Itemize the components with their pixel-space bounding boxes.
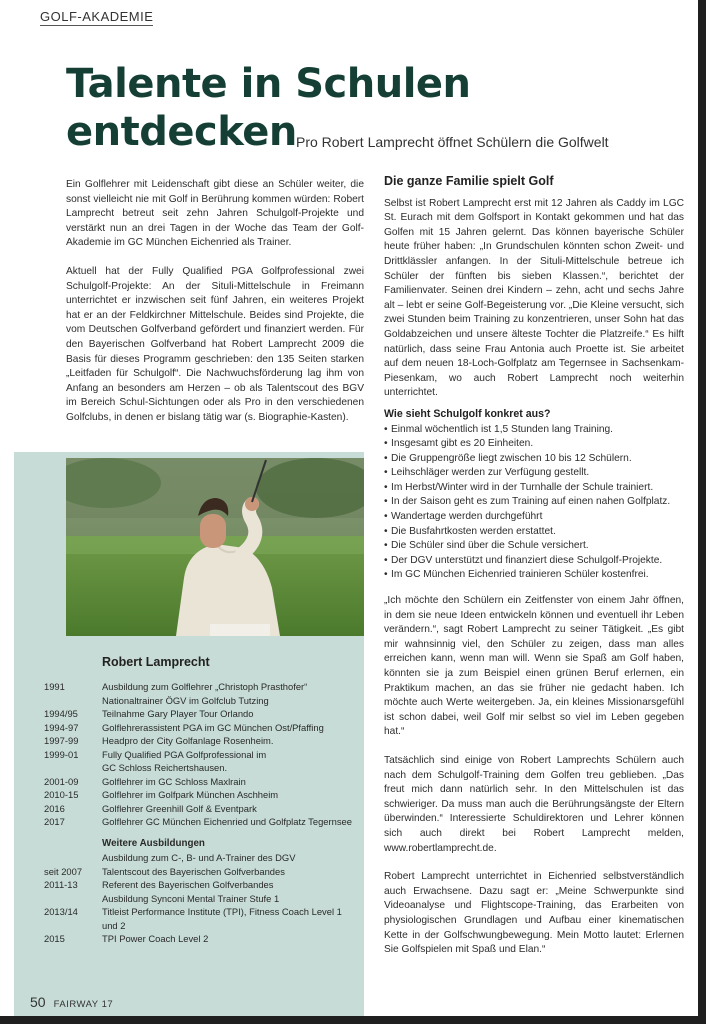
list-item: • Einmal wöchentlich ist 1,5 Stunden lang Training. [384,423,684,438]
golfer-photo-illustration [66,458,364,636]
schoolgolf-list [384,423,684,584]
list-item: • In der Saison geht es zum Training auf einen nahen Golfplatz. [384,495,684,510]
bio-text: Golflehrer Greenhill Golf & Eventpark [102,802,257,814]
bio-entry [44,878,364,892]
bio-text: und 2 [102,919,126,931]
list-item: • Die Schüler sind über die Schule versichert. [384,539,684,554]
title-line-2: entdecken [66,109,297,155]
students-paragraph: Tatsächlich sind einige von Robert Lamprechts Schülern auch nach dem Schulgolf-Training dem Golfen treu geblieben. „Das freut mich dann natürlich sehr. In den Mittelschulen ist das schwieriger. Da muss man auch die Berührungsängste der Eltern überwinden.“ Interessierte Schuldirektoren und Lehrer können sich auch direkt bei Robert Lamprecht melden, www.robertlamprecht.de. [384,754,684,854]
bio-text: Nationaltrainer ÖGV im Golfclub Tutzing [102,694,269,706]
list-item: • Leihschläger werden zur Verfügung gestellt. [384,466,684,481]
bio-text: Talentscout des Bayerischen Golfverbandes [102,865,285,877]
bio-entry [44,802,364,816]
list-item: • Insgesamt gibt es 20 Einheiten. [384,437,684,452]
bio-text: Teilnahme Gary Player Tour Orlando [102,708,254,719]
bio-text: Golflehrer GC München Eichenried und Golfplatz Tegernsee [102,816,352,827]
bio-entry [44,815,364,829]
schoolgolf-heading: Wie sieht Schulgolf konkret aus? [384,407,551,420]
right-column [384,174,684,958]
bio-year [44,694,102,708]
bio-entry [44,865,364,879]
bio-year: 1997-99 [44,735,79,746]
bio-entry [44,694,364,708]
bio-year: 2017 [44,816,65,827]
bio-entry [44,680,364,694]
bio-entry [44,851,364,865]
bio-title: Robert Lamprecht [102,655,210,669]
bio-year: 2013/14 [44,906,78,917]
bio-entry [44,734,364,748]
bio-entry [44,761,364,775]
bio-text: Ausbildung zum Golflehrer „Christoph Prasthofer“ [102,681,308,692]
bio-entry [44,788,364,802]
list-item: • Wandertage werden durchgeführt [384,510,684,525]
projects-paragraph: Aktuell hat der Fully Qualified PGA Golfprofessional zwei Schulgolf-Projekte: An der Situli-Mittelschule in Freimann unterrichtet er inzwischen seit fünf Jahren, ein weiteres Projekt hat er an der Feldkirchner Mittelschule. Beides sind Projekte, die vom Deutschen Golfverband gefördert und finanziert werden. Für den Bayerischen Golfverband hat Robert Lamprecht 2009 die Basis für dieses Programm geschrieben: den 135 Seiten starken „Leitfaden für Schulgolf“. Die Nachwuchsförderung lag ihm von Anfang an besonders am Herzen – ob als Talentscout des BGV im Bereich Schul-Sichtungen oder als Pro in den verschiedenen Golfclubs, in denen er bislang tätig war (s. Biographie-Kasten). [66,265,364,423]
quote-paragraph: „Ich möchte den Schülern ein Zeitfenster von einem Jahr öffnen, in dem sie neue Ideen entwickeln können und eventuell ihr Leben verändern.“, sagt Robert Lamprecht zu seiner Tätigkeit. „Es gibt mir wahnsinnig viel, den Schüler zu zeigen, dass man alles erreichen kann, wenn man will. Wenn sie Spaß am Golf haben, könnten sie ja zum Beispiel einen grünen Beruf erlernen, ein Praktikum machen, an das sie früher nie gedacht haben. Ich möchte auch Werte weitergeben. Ja, ein kleines Missionarsgefühl ist schon dabei, weil Golf mir selbst so viel im Leben gegeben hat.“ [384,595,684,738]
bio-entry [44,905,364,919]
bio-text: Referent des Bayerischen Golfverbandes [102,879,274,890]
bio-text: Ausbildung zum C-, B- und A-Trainer des DGV [102,852,296,863]
bio-year: 1994/95 [44,708,78,719]
bio-list [44,680,364,946]
bio-text: Titleist Performance Institute (TPI), Fitness Coach Level 1 [102,906,342,917]
bio-year: 2015 [44,933,65,944]
adults-paragraph: Robert Lamprecht unterrichtet in Eichenried selbstverständlich auch Erwachsene. Dazu sagt er: „Meine Schwerpunkte sind Videoanalyse und Flightscope-Training, das Erarbeiten von physiologischen Grundlagen und Aufbau einer kinematischen Kette in der Golfschwungbewegung. Mein Motto lautet: Erlernen Sie Golfspielen mit Spaß und Elan.“ [384,871,684,956]
bio-entry [44,748,364,762]
bio-entry [44,721,364,735]
bio-text: Fully Qualified PGA Golfprofessional im [102,748,267,760]
bio-text: Golflehrer im GC Schloss Maxlrain [102,775,246,787]
bio-entry [44,932,364,946]
golfer-photo [66,458,364,636]
bio-entry [44,775,364,789]
bio-year: 2016 [44,802,65,814]
family-paragraph: Selbst ist Robert Lamprecht erst mit 12 Jahren als Caddy im LGC St. Eurach mit dem Golfsport in Kontakt gekommen und hat das Golfen mit 15 Jahren gelernt. Das können bayerische Schüler heute früher haben: „In Grundschulen könnten schon Zweit- und Drittklässler anfangen. In der Situli-Mittelschule betreue ich Schüler der fünften bis sieben Klassen.“, berichtet der Familienvater. Seinen drei Kindern – zehn, acht und sechs Jahre alt – lebt er seine Golf-Begeisterung vor. „Die Kleine versucht, sich zwei Stunden beim Training zu konzentrieren, unser Sohn hat das Goldabzeichen und unsere älteste Tochter die Platzreife.“ Es hilft natürlich, dass seine Frau Antonia auch Proette ist. Sie arbeitet auf dem neuen 18-Loch-Golfplatz am Tegernsee in Sachsenkam-Piesenkam, wo auch Robert Lamprecht noch weiterhin unterrichtet. [384,197,684,399]
bio-year [44,892,102,906]
family-heading: Die ganze Familie spielt Golf [384,174,554,188]
bio-entry [44,892,364,906]
bio-year: 2001-09 [44,775,79,787]
bio-year: 2011-13 [44,879,78,890]
left-column [66,178,364,426]
bio-year [44,761,102,775]
bio-text: Golflehrer im Golfpark München Aschheim [102,789,279,800]
bio-year: 1999-01 [44,748,79,760]
bio-year [44,851,102,865]
section-tag: GOLF-AKADEMIE [40,9,154,24]
bio-year: 2010-15 [44,789,79,800]
bio-year: 1991 [44,681,65,692]
bio-year: 1994-97 [44,721,79,733]
bio-text: Headpro der City Golfanlage Rosenheim. [102,735,274,746]
page-number: 50 [30,994,46,1010]
bio-year [44,919,102,933]
intro-paragraph: Ein Golflehrer mit Leidenschaft gibt diese an Schüler weiter, die sonst vielleicht nie mit Golf in Berührung kommen würden: Robert Lamprecht betreut seit zehn Jahren Schulgolf-Projekte und verstärkt nun an drei Tagen in der Woche das Team der Golf-Akademie im GC München Eichenried als Trainer. [66,179,364,249]
further-training-heading: Weitere Ausbildungen [102,837,205,849]
list-item: • Die Busfahrtkosten werden erstattet. [384,525,684,540]
bio-year: seit 2007 [44,865,83,877]
bio-entry [44,707,364,721]
magazine-name: FAIRWAY 17 [53,999,114,1010]
bio-text: TPI Power Coach Level 2 [102,933,209,944]
bio-text: GC Schloss Reichertshausen. [102,762,228,773]
list-item: • Im GC München Eichenried trainieren Schüler kostenfrei. [384,568,684,583]
article-subtitle: Pro Robert Lamprecht öffnet Schülern die Golfwelt [296,134,609,150]
bio-entry [44,919,364,933]
bio-text: Golflehrerassistent PGA im GC München Ost/Pfaffing [102,721,324,733]
bio-text: Ausbildung Synconi Mental Trainer Stufe 1 [102,892,280,904]
list-item: • Im Herbst/Winter wird in der Turnhalle der Schule trainiert. [384,481,684,496]
list-item: • Die Gruppengröße liegt zwischen 10 bis 12 Schülern. [384,452,684,467]
title-line-1: Talente in Schulen [66,61,471,107]
list-item: • Der DGV unterstützt und finanziert diese Schulgolf-Projekte. [384,554,684,569]
page-footer [30,994,113,1010]
